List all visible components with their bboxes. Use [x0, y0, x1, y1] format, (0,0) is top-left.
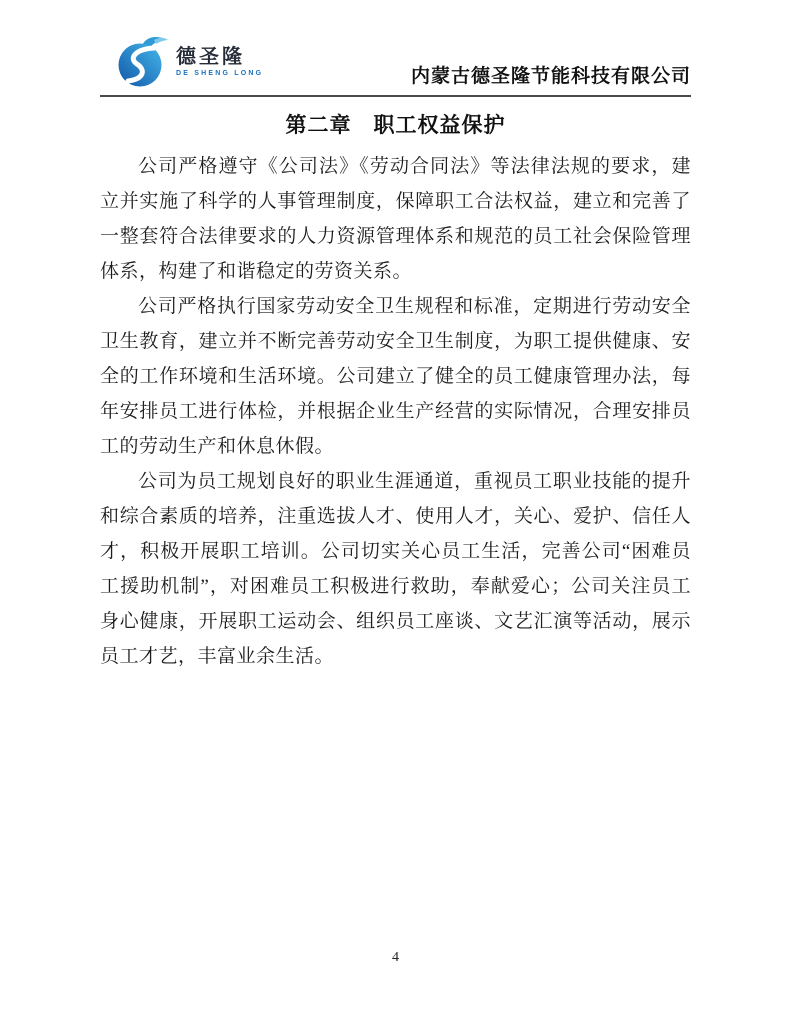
logo-en-text: DE SHENG LONG — [176, 70, 264, 77]
page-footer — [0, 948, 791, 966]
company-logo — [114, 34, 263, 90]
page-number: 4 — [392, 950, 399, 965]
paragraph-1: 公司严格遵守《公司法》《劳动合同法》等法律法规的要求，建立并实施了科学的人事管理制度，保障职工合法权益，建立和完善了一整套符合法律要求的人力资源管理体系和规范的员工社会保险管理体系，构建了和谐稳定的劳资关系。 — [100, 156, 691, 282]
logo-text — [176, 47, 263, 77]
chapter-title: 第二章 职工权益保护 — [285, 113, 506, 137]
document-body — [100, 149, 691, 674]
logo-cn-text: 德圣隆 — [176, 46, 245, 68]
logo-dragon-icon — [114, 34, 170, 90]
paragraph-2: 公司严格执行国家劳动安全卫生规程和标准，定期进行劳动安全卫生教育，建立并不断完善劳动安全卫生制度，为职工提供健康、安全的工作环境和生活环境。公司建立了健全的员工健康管理办法，每年安排员工进行体检，并根据企业生产经营的实际情况，合理安排员工的劳动生产和休息休假。 — [100, 296, 691, 457]
company-name: 内蒙古德圣隆节能科技有限公司 — [410, 66, 691, 87]
paragraph-3: 公司为员工规划良好的职业生涯通道，重视员工职业技能的提升和综合素质的培养，注重选拔人才、使用人才，关心、爱护、信任人才，积极开展职工培训。公司切实关心员工生活，完善公司“困难员工援助机制”，对困难员工积极进行救助，奉献爱心；公司关注员工身心健康，开展职工运动会、组织员工座谈、文艺汇演等活动，展示员工才艺，丰富业余生活。 — [100, 471, 691, 667]
page-header — [100, 0, 691, 97]
